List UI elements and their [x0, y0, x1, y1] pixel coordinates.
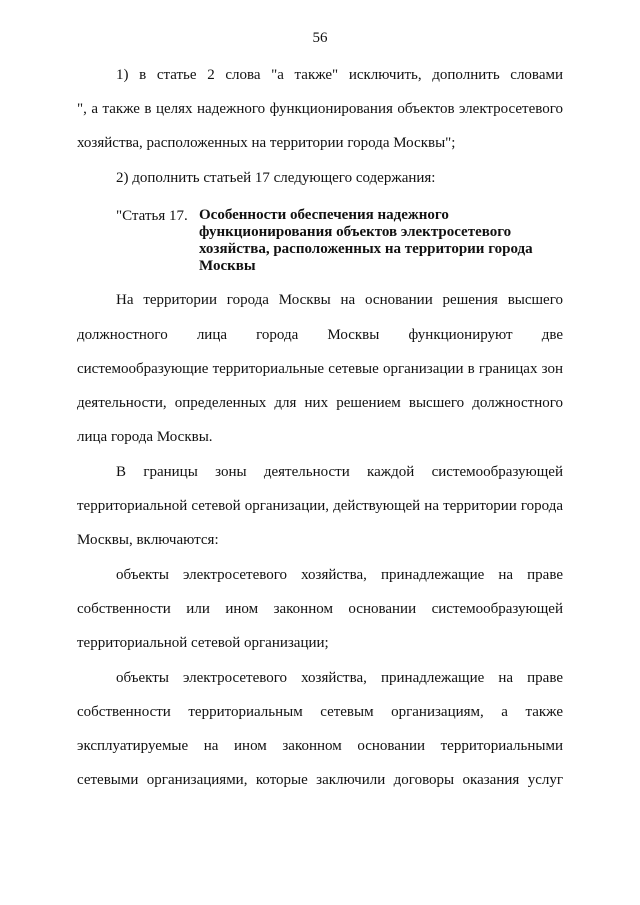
paragraph-2-line-2: территориальной сетевой организации, действующей на территории города: [77, 498, 563, 514]
paragraph-4-line-2: собственности территориальным сетевым организациям, а также: [77, 704, 563, 720]
paragraph-3-line-2: собственности или ином законном основании системообразующей: [77, 601, 563, 617]
page-number: 56: [312, 30, 328, 46]
paragraph-1-line-4: деятельности, определенных для них решением высшего должностного: [77, 395, 563, 411]
paragraph-1-line-5: лица города Москвы.: [77, 429, 213, 445]
paragraph-4-line-1: объекты электросетевого хозяйства, принадлежащие на праве: [116, 670, 563, 686]
paragraph-1-line-1: На территории города Москвы на основании решения высшего: [116, 292, 563, 308]
paragraph-2-line-1: В границы зоны деятельности каждой системообразующей: [116, 464, 563, 480]
paragraph-4-line-3: эксплуатируемые на ином законном основании территориальными: [77, 738, 563, 754]
article-title: [199, 207, 539, 275]
paragraph-1-line-2: должностного лица города Москвы функционируют две: [77, 327, 563, 343]
paragraph-3-line-1: объекты электросетевого хозяйства, принадлежащие на праве: [116, 567, 563, 583]
paragraph-1-line-3: системообразующие территориальные сетевые организации в границах зон: [77, 361, 563, 377]
article-title-line: Особенности обеспечения надежного: [199, 207, 449, 223]
amendment-item-1-line-1: 1) в статье 2 слова "а также" исключить, дополнить словами: [116, 67, 563, 83]
amendment-item-1-line-2: ", а также в целях надежного функционирования объектов электросетевого: [77, 101, 563, 117]
article-label: "Статья 17.: [116, 208, 188, 224]
amendment-item-2: 2) дополнить статьей 17 следующего содержания:: [116, 170, 436, 186]
paragraph-2-line-3: Москвы, включаются:: [77, 532, 219, 548]
paragraph-4-line-4: сетевыми организациями, которые заключили договоры оказания услуг: [77, 772, 563, 788]
amendment-item-1-line-3: хозяйства, расположенных на территории города Москвы";: [77, 135, 456, 151]
article-title-line: Москвы: [199, 258, 256, 274]
paragraph-3-line-3: территориальной сетевой организации;: [77, 635, 329, 651]
article-title-line: функционирования объектов электросетевого: [199, 224, 512, 240]
article-title-line: хозяйства, расположенных на территории города: [199, 241, 533, 257]
